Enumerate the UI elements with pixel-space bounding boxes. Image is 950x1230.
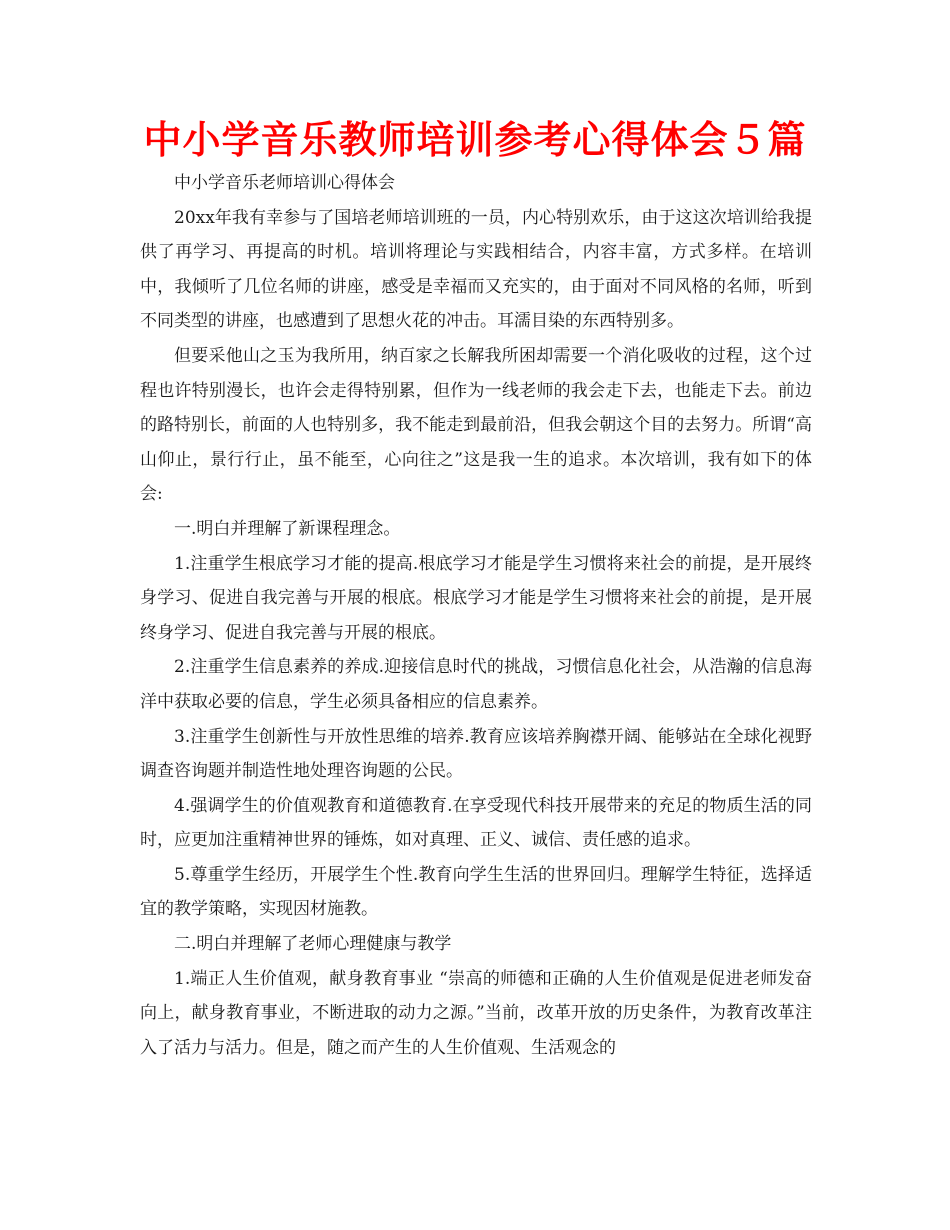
paragraph: 1.端正人生价值观，献身教育事业 “崇高的师德和正确的人生价值观是促进老师发奋向上，献身教育事业，不断进取的动力之源。”当前，改革开放的历史条件，为教育改革注入了活力与活力。但是，随之而产生的人生价值观、生活观念的 xyxy=(140,968,812,1058)
paragraph: 1.注重学生根底学习才能的提高.根底学习才能是学生习惯将来社会的前提，是开展终身学习、促进自我完善与开展的根底。根底学习才能是学生习惯将来社会的前提，是开展终身学习、促进自我完善与开展的根底。 xyxy=(140,553,812,643)
section-heading: 二.明白并理解了老师心理健康与教学 xyxy=(174,934,452,955)
paragraph: 20xx年我有幸参与了国培老师培训班的一员，内心特别欢乐，由于这这次培训给我提供了再学习、再提高的时机。培训将理论与实践相结合，内容丰富，方式多样。在培训中，我倾听了几位名师的讲座，感受是幸福而又充实的，由于面对不同风格的名师，听到不同类型的讲座，也感遭到了思想火花的冲击。耳濡目染的东西特别多。 xyxy=(140,207,812,332)
paragraph: 2.注重学生信息素养的养成.迎接信息时代的挑战，习惯信息化社会，从浩瀚的信息海洋中获取必要的信息，学生必须具备相应的信息素养。 xyxy=(140,657,812,712)
document-title: 中小学音乐教师培训参考心得体会５篇 xyxy=(143,118,807,162)
document-body xyxy=(140,166,812,1065)
section-heading: 一.明白并理解了新课程理念。 xyxy=(174,518,401,539)
paragraph: 5.尊重学生经历，开展学生个性.教育向学生生活的世界回归。理解学生特征，选择适宜的教学策略，实现因材施教。 xyxy=(140,864,812,920)
paragraph: 3.注重学生创新性与开放性思维的培养.教育应该培养胸襟开阔、能够站在全球化视野调查咨询题并制造性地处理咨询题的公民。 xyxy=(140,726,812,782)
document-subtitle: 中小学音乐老师培训心得体会 xyxy=(174,173,395,193)
paragraph: 4.强调学生的价值观教育和道德教育.在享受现代科技开展带来的充足的物质生活的同时，应更加注重精神世界的锤炼，如对真理、正义、诚信、责任感的追求。 xyxy=(140,795,812,851)
paragraph: 但要采他山之玉为我所用，纳百家之长解我所困却需要一个消化吸收的过程，这个过程也许特别漫长，也许会走得特别累，但作为一线老师的我会走下去，也能走下去。前边的路特别长，前面的人也特别多，我不能走到最前沿，但我会朝这个目的去努力。所谓“高山仰止，景行行止，虽不能至，心向往之”这是我一生的追求。本次培训，我有如下的体会: xyxy=(140,345,812,505)
